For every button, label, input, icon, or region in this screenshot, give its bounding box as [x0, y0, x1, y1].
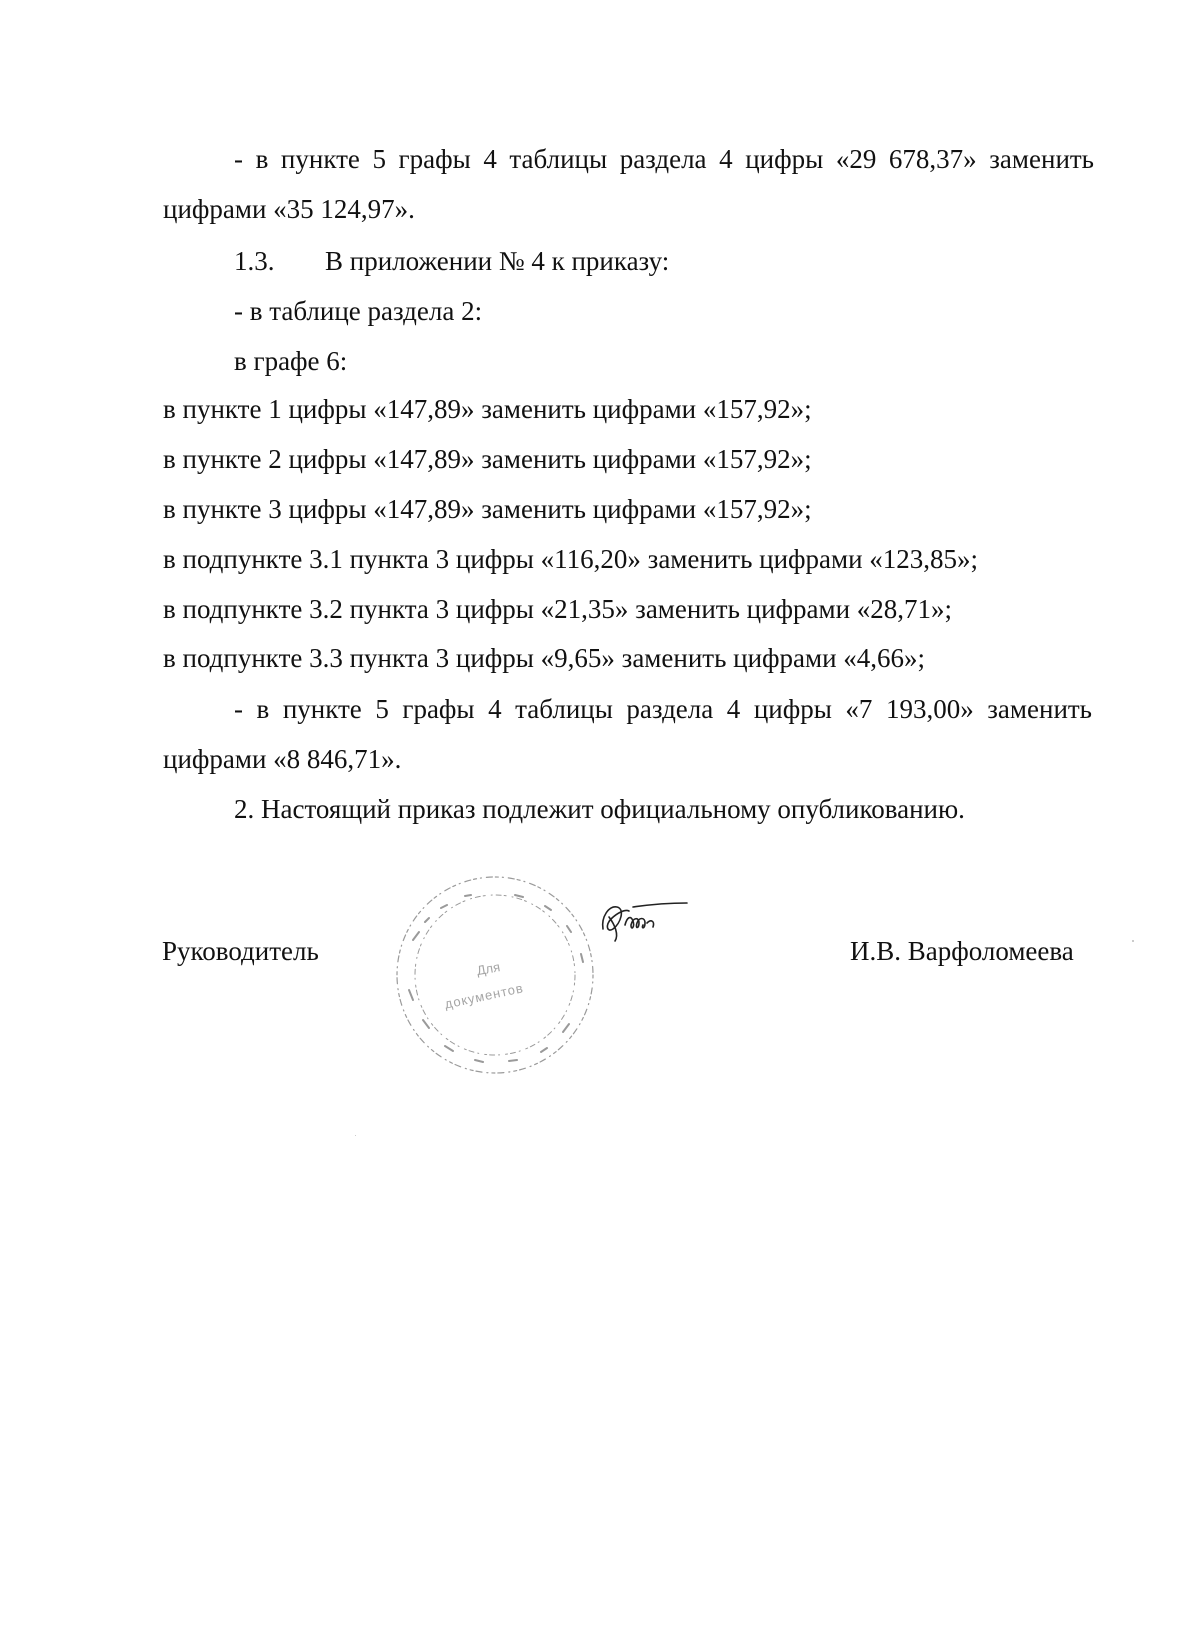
paragraph-line-10: в подпункте 3.2 пункта 3 цифры «21,35» заменить цифрами «28,71»;	[163, 594, 953, 624]
paragraph-line-5: в графе 6:	[234, 346, 348, 376]
stamp-text-2: документов	[443, 980, 525, 1012]
signer-name: И.В. Варфоломеева	[850, 936, 1074, 966]
scan-speck	[355, 1135, 356, 1136]
paragraph-line-13: цифрами «8 846,71».	[163, 744, 402, 774]
paragraph-line-7: в пункте 2 цифры «147,89» заменить цифрами «157,92»;	[163, 444, 812, 474]
paragraph-line-2: цифрами «35 124,97».	[163, 194, 415, 224]
paragraph-line-9: в подпункте 3.1 пункта 3 цифры «116,20» заменить цифрами «123,85»;	[163, 544, 979, 574]
paragraph-line-14: 2. Настоящий приказ подлежит официальному опубликованию.	[234, 794, 965, 824]
paragraph-line-6: в пункте 1 цифры «147,89» заменить цифрами «157,92»;	[163, 394, 812, 424]
scan-speck	[1132, 940, 1134, 942]
paragraph-line-8: в пункте 3 цифры «147,89» заменить цифрами «157,92»;	[163, 494, 812, 524]
stamp-text-1: Для	[475, 959, 502, 979]
handwritten-signature	[595, 895, 695, 950]
signer-position: Руководитель	[162, 936, 319, 966]
paragraph-line-12: - в пункте 5 графы 4 таблицы раздела 4 цифры «7 193,00» заменить	[234, 694, 1092, 724]
paragraph-line-1: - в пункте 5 графы 4 таблицы раздела 4 цифры «29 678,37» заменить	[234, 144, 1094, 174]
official-stamp	[385, 870, 605, 1080]
paragraph-line-11: в подпункте 3.3 пункта 3 цифры «9,65» заменить цифрами «4,66»;	[163, 643, 926, 673]
section-heading: В приложении № 4 к приказу:	[325, 246, 670, 276]
paragraph-line-4: - в таблице раздела 2:	[234, 296, 483, 326]
section-number: 1.3.	[234, 246, 275, 276]
